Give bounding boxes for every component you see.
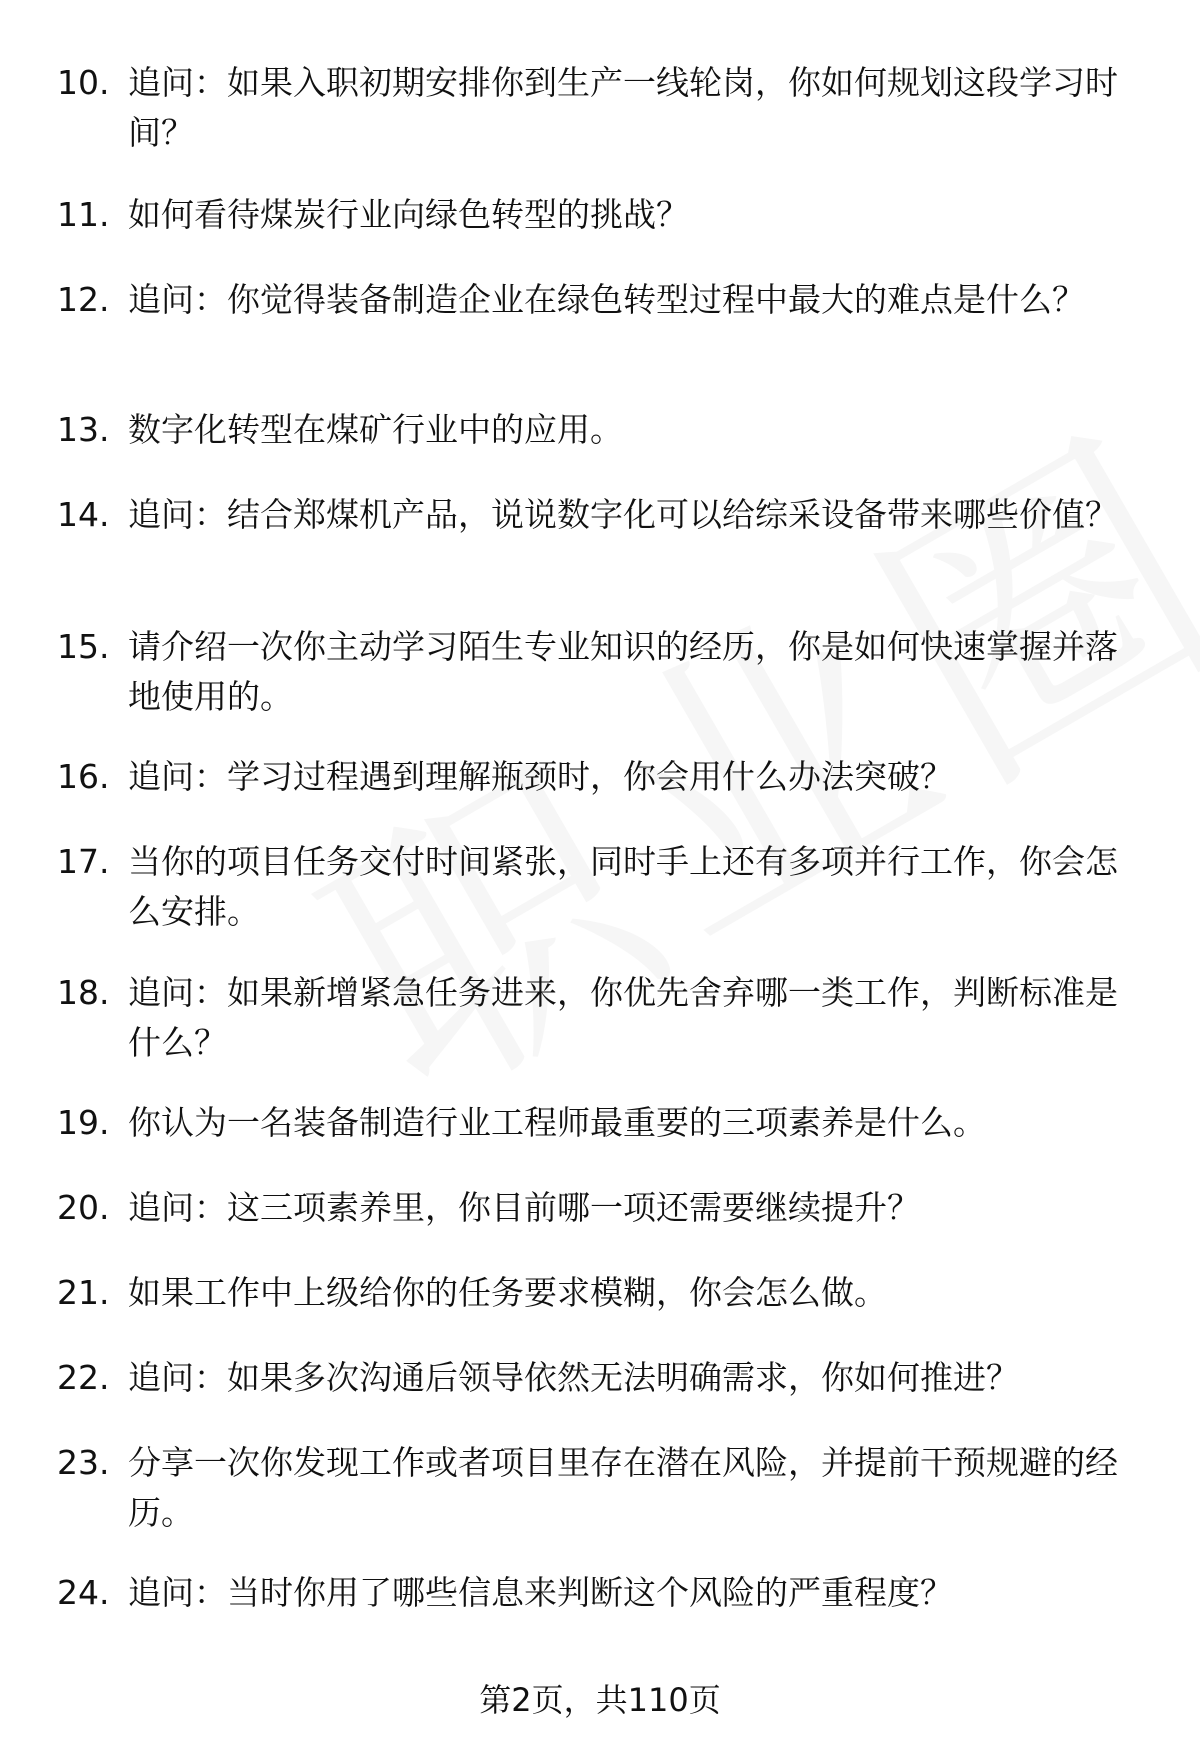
question-number-label: 10. <box>57 63 110 102</box>
question-text: 追问：如果入职初期安排你到生产一线轮岗，你如何规划这段学习时间？ <box>128 63 1118 152</box>
list-item <box>0 1183 1143 1233</box>
list-item <box>0 1268 1143 1318</box>
question-number-label: 12. <box>57 280 110 319</box>
question-number-label: 22. <box>57 1358 110 1397</box>
list-item <box>0 622 1143 722</box>
question-text: 请介绍一次你主动学习陌生专业知识的经历，你是如何快速掌握并落地使用的。 <box>128 627 1118 716</box>
question-number-label: 16. <box>57 757 110 796</box>
list-item <box>0 1438 1143 1538</box>
question-number-label: 21. <box>57 1273 110 1312</box>
list-item <box>0 405 1143 455</box>
page-footer: 第2页，共110页 <box>479 1681 721 1719</box>
question-text: 数字化转型在煤矿行业中的应用。 <box>128 410 623 449</box>
question-text: 追问：学习过程遇到理解瓶颈时，你会用什么办法突破？ <box>128 757 953 796</box>
question-number <box>0 58 123 108</box>
question-number <box>0 490 123 540</box>
question-text: 追问：如果新增紧急任务进来，你优先舍弃哪一类工作，判断标准是什么？ <box>128 973 1118 1062</box>
question-number-label: 18. <box>57 973 110 1012</box>
question-number <box>0 968 123 1018</box>
question-number-label: 11. <box>57 195 110 234</box>
question-text: 追问：如果多次沟通后领导依然无法明确需求，你如何推进？ <box>128 1358 1019 1397</box>
list-item <box>0 1098 1143 1148</box>
question-text: 如果工作中上级给你的任务要求模糊，你会怎么做。 <box>128 1273 887 1312</box>
question-text: 你认为一名装备制造行业工程师最重要的三项素养是什么。 <box>128 1103 986 1142</box>
question-text: 当你的项目任务交付时间紧张，同时手上还有多项并行工作，你会怎么安排。 <box>128 842 1118 931</box>
question-number <box>0 190 123 240</box>
question-number <box>0 1438 123 1488</box>
list-item <box>0 58 1143 158</box>
question-number <box>0 837 123 887</box>
question-number-label: 14. <box>57 495 110 534</box>
question-number-label: 15. <box>57 627 110 666</box>
list-item <box>0 837 1143 937</box>
question-number <box>0 1268 123 1318</box>
question-number <box>0 1183 123 1233</box>
question-number <box>0 405 123 455</box>
list-item <box>0 968 1143 1068</box>
list-item <box>0 490 1143 540</box>
question-text: 分享一次你发现工作或者项目里存在潜在风险，并提前干预规避的经历。 <box>128 1443 1118 1532</box>
question-number <box>0 622 123 672</box>
list-item <box>0 190 1143 240</box>
list-item <box>0 1353 1143 1403</box>
question-number-label: 24. <box>57 1573 110 1612</box>
question-text: 追问：当时你用了哪些信息来判断这个风险的严重程度？ <box>128 1573 953 1612</box>
list-item <box>0 1568 1143 1618</box>
question-number-label: 13. <box>57 410 110 449</box>
question-number <box>0 752 123 802</box>
question-text: 如何看待煤炭行业向绿色转型的挑战？ <box>128 195 689 234</box>
question-number <box>0 1353 123 1403</box>
question-number-label: 19. <box>57 1103 110 1142</box>
question-text: 追问：这三项素养里，你目前哪一项还需要继续提升？ <box>128 1188 920 1227</box>
question-number-label: 17. <box>57 842 110 881</box>
list-item <box>0 752 1143 802</box>
question-number <box>0 1098 123 1148</box>
question-number-label: 20. <box>57 1188 110 1227</box>
question-text: 追问：你觉得装备制造企业在绿色转型过程中最大的难点是什么？ <box>128 280 1085 319</box>
question-number <box>0 275 123 325</box>
question-number-label: 23. <box>57 1443 110 1482</box>
question-text: 追问：结合郑煤机产品，说说数字化可以给综采设备带来哪些价值？ <box>128 495 1118 534</box>
question-number <box>0 1568 123 1618</box>
list-item <box>0 275 1143 325</box>
